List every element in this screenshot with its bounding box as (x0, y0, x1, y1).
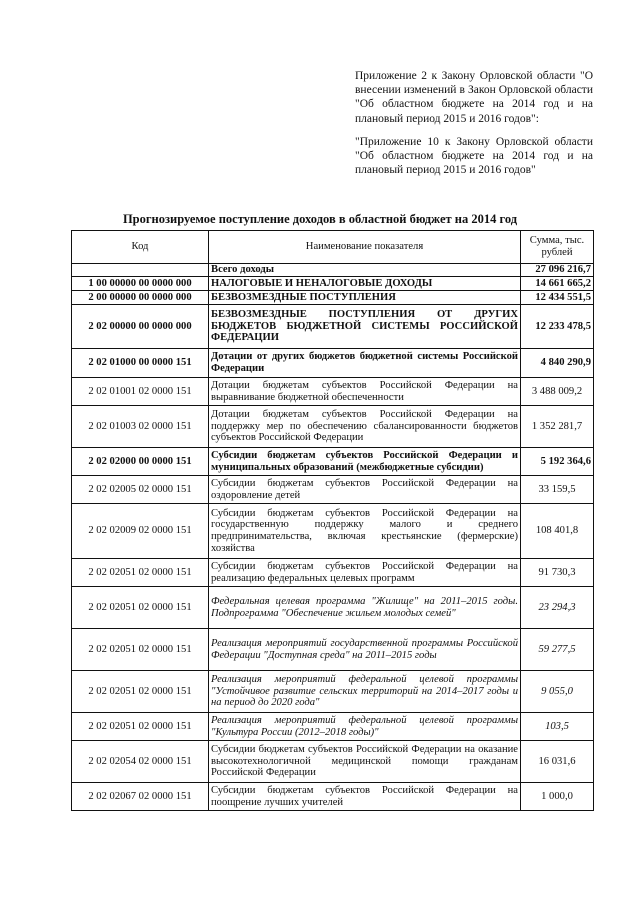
row-sum: 3 488 009,2 (521, 378, 594, 406)
row-sum: 9 055,0 (521, 671, 594, 713)
appendix-paragraph-1: Приложение 2 к Закону Орловской области "О внесении изменений в Закон Орловской области "Об областном бюджете на 2014 год и на плановый период 2015 и 2016 годов": (355, 70, 593, 125)
row-code (72, 264, 209, 277)
row-sum: 16 031,6 (521, 741, 594, 783)
row-sum: 91 730,3 (521, 559, 594, 587)
row-code: 2 02 02051 02 0000 151 (72, 713, 209, 741)
row-code: 2 02 00000 00 0000 000 (72, 305, 209, 349)
row-name: Субсидии бюджетам субъектов Российской Федерации на оздоровление детей (209, 476, 521, 504)
row-name: БЕЗВОЗМЕЗДНЫЕ ПОСТУПЛЕНИЯ ОТ ДРУГИХ БЮДЖЕТОВ БЮДЖЕТНОЙ СИСТЕМЫ РОССИЙСКОЙ ФЕДЕРАЦИИ (209, 305, 521, 349)
row-sum: 27 096 216,7 (521, 264, 594, 277)
row-code: 2 02 01000 00 0000 151 (72, 349, 209, 378)
row-name: Субсидии бюджетам субъектов Российской Федерации на поощрение лучших учителей (209, 783, 521, 811)
row-name: Субсидии бюджетам субъектов Российской Федерации и муниципальных образований (межбюджетные субсидии) (209, 448, 521, 476)
row-code: 2 02 02051 02 0000 151 (72, 671, 209, 713)
row-sum: 5 192 364,6 (521, 448, 594, 476)
table-row (72, 291, 594, 305)
document-title: Прогнозируемое поступление доходов в областной бюджет на 2014 год (122, 212, 518, 226)
row-name: Реализация мероприятий федеральной целевой программы "Устойчивое развитие сельских территорий на 2014–2017 годы и на период до 2020 года" (209, 671, 521, 713)
row-name: Всего доходы (209, 264, 521, 277)
row-sum: 14 661 665,2 (521, 277, 594, 291)
row-name: Реализация мероприятий федеральной целевой программы "Культура России (2012–2018 годы)" (209, 713, 521, 741)
table-row (72, 783, 594, 811)
row-sum: 59 277,5 (521, 629, 594, 671)
table-row (72, 305, 594, 349)
row-name: Федеральная целевая программа "Жилище" на 2011–2015 годы. Подпрограмма "Обеспечение жильем молодых семей" (209, 587, 521, 629)
row-name: Дотации от других бюджетов бюджетной системы Российской Федерации (209, 349, 521, 378)
row-code: 2 02 02054 02 0000 151 (72, 741, 209, 783)
appendix-header (355, 69, 593, 186)
table-row (72, 713, 594, 741)
table-row (72, 277, 594, 291)
row-code: 2 02 02051 02 0000 151 (72, 559, 209, 587)
table-row (72, 671, 594, 713)
row-code: 2 02 02051 02 0000 151 (72, 629, 209, 671)
row-name: Реализация мероприятий государственной программы Российской Федерации "Доступная среда" на 2011–2015 годы (209, 629, 521, 671)
header-code: Код (72, 231, 209, 264)
row-sum: 1 352 281,7 (521, 406, 594, 448)
row-code: 2 02 02009 02 0000 151 (72, 504, 209, 559)
table-row (72, 264, 594, 277)
row-sum: 12 434 551,5 (521, 291, 594, 305)
row-name: Субсидии бюджетам субъектов Российской Федерации на оказание высокотехнологичной медицинской помощи гражданам Российской Федерации (209, 741, 521, 783)
table-header-row (72, 231, 594, 264)
row-code: 2 02 01001 02 0000 151 (72, 378, 209, 406)
row-sum: 33 159,5 (521, 476, 594, 504)
revenue-table (71, 230, 594, 811)
row-sum: 23 294,3 (521, 587, 594, 629)
row-sum: 108 401,8 (521, 504, 594, 559)
table-row (72, 476, 594, 504)
header-name: Наименование показателя (209, 231, 521, 264)
row-name: Субсидии бюджетам субъектов Российской Федерации на государственную поддержку малого и среднего предпринимательства, включая крестьянские (фермерские) хозяйства (209, 504, 521, 559)
row-name: Дотации бюджетам субъектов Российской Федерации на поддержку мер по обеспечению сбалансированности бюджетов субъектов Российской Федерации (209, 406, 521, 448)
row-code: 2 02 01003 02 0000 151 (72, 406, 209, 448)
appendix-paragraph-2: "Приложение 10 к Закону Орловской области "Об областном бюджете на 2014 год и на плановый период 2015 и 2016 годов" (355, 135, 593, 177)
row-code: 2 02 02067 02 0000 151 (72, 783, 209, 811)
table-row (72, 587, 594, 629)
row-code: 1 00 00000 00 0000 000 (72, 277, 209, 291)
table-row (72, 559, 594, 587)
row-name: Дотации бюджетам субъектов Российской Федерации на выравнивание бюджетной обеспеченности (209, 378, 521, 406)
table-row (72, 349, 594, 378)
row-code: 2 02 02000 00 0000 151 (72, 448, 209, 476)
table-row (72, 741, 594, 783)
row-sum: 1 000,0 (521, 783, 594, 811)
row-code: 2 02 02005 02 0000 151 (72, 476, 209, 504)
row-sum: 12 233 478,5 (521, 305, 594, 349)
row-code: 2 02 02051 02 0000 151 (72, 587, 209, 629)
table-row (72, 504, 594, 559)
row-sum: 103,5 (521, 713, 594, 741)
row-name: Субсидии бюджетам субъектов Российской Федерации на реализацию федеральных целевых программ (209, 559, 521, 587)
table-row (72, 629, 594, 671)
row-name: НАЛОГОВЫЕ И НЕНАЛОГОВЫЕ ДОХОДЫ (209, 277, 521, 291)
row-code: 2 00 00000 00 0000 000 (72, 291, 209, 305)
table-row (72, 448, 594, 476)
table-row (72, 378, 594, 406)
header-sum: Сумма, тыс. рублей (521, 231, 594, 264)
table-row (72, 406, 594, 448)
row-name: БЕЗВОЗМЕЗДНЫЕ ПОСТУПЛЕНИЯ (209, 291, 521, 305)
row-sum: 4 840 290,9 (521, 349, 594, 378)
